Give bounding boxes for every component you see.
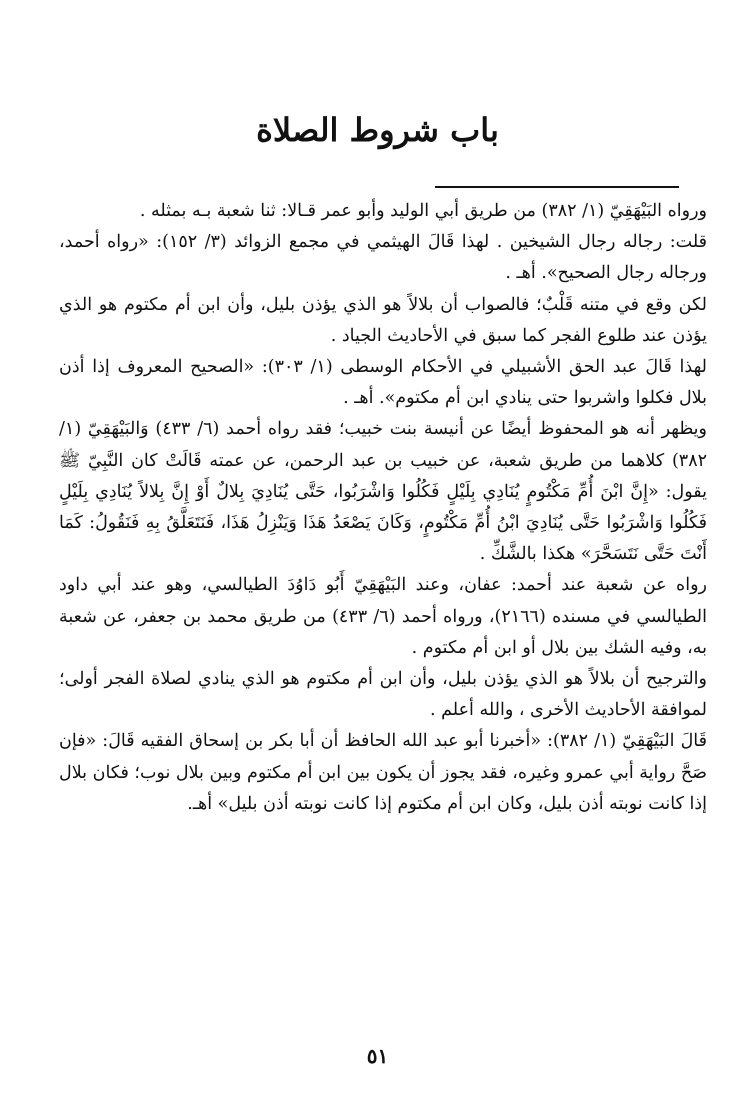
paragraph-8: قَالَ البَيْهَقِيّ (١/ ٣٨٢): «أخبرنا أبو عبد الله الحافظ أن أبا بكر بن إسحاق الفقيه قَالَ: «فإن صَحَّ رواية أبي عمرو وغيره، فقد يجوز أن يكون بين ابن أم مكتوم وبين بلال نوب؛ فكان بلال إذا كانت نوبته أذن بليل، وكان ابن أم مكتوم إذا كانت نوبته أذن بليل» أهـ. (59, 731, 707, 814)
paragraph-1: ورواه البَيْهَقِيّ (١/ ٣٨٢) من طريق أبي الوليد وأبو عمر قـالا: ثنا شعبة بـه بمثله . (139, 201, 707, 221)
paragraph-3: لكن وقع في متنه قَلْبٌ؛ فالصواب أن بلالاً هو الذي يؤذن بليل، وأن ابن أم مكتوم هو الذي يؤذن عند طلوع الفجر كما سبق في الأحاديث الجياد . (59, 294, 707, 346)
paragraph-2: قلت: رجاله رجال الشيخين . لهذا قَالَ الهيثمي في مجمع الزوائد (٣/ ١٥٢): «رواه أحمد، ورجاله رجال الصحيح». أهـ . (59, 232, 707, 284)
footnote-separator (435, 186, 679, 188)
paragraph-4: لهذا قَالَ عبد الحق الأشبيلي في الأحكام الوسطى (١/ ٣٠٣): «الصحيح المعروف إذا أذن بلال فكلوا واشربوا حتى ينادي ابن أم مكتوم». أهـ . (59, 357, 707, 409)
paragraph-7: والترجيح أن بلالاً هو الذي يؤذن بليل، وأن ابن أم مكتوم هو الذي ينادي لصلاة الفجر أولى؛ لموافقة الأحاديث الأخرى ، والله أعلم . (59, 669, 707, 721)
paragraph-5: ويظهر أنه هو المحفوظ أيضًا عن أنيسة بنت خبيب؛ فقد رواه أحمد (٦/ ٤٣٣) وَالبَيْهَقِيّ (١/ ٣٨٢) كلاهما من طريق شعبة، عن خبيب بن عبد الرحمن، عن عمته قَالَتْ كان النَّبِيّ ﷺ يقول: «إِنَّ ابْنَ أُمِّ مَكْتُومٍ يُنَادِي بِلَيْلٍ فَكُلُوا وَاشْرَبُوا، حَتَّى يُنَادِيَ بِلالٌ أَوْ إِنَّ بِلالاً يُنَادِي بِلَيْلٍ فَكُلُوا وَاشْرَبُوا حَتَّى يُنَادِيَ ابْنُ أُمِّ مَكْتُومٍ، وَكَانَ يَصْعَدُ هَذَا وَيَنْزِلُ هَذَا، فَنَتَعَلَّقُ بِهِ فَنَقُولُ: كَمَا أَنْتَ حَتَّى نَتَسَحَّرَ» هكذا بالشَّكِّ . (59, 419, 707, 565)
chapter-title: باب شروط الصلاة (256, 111, 499, 149)
page-body (59, 196, 707, 820)
paragraph-6: رواه عن شعبة عند أحمد: عفان، وعند البَيْهَقِيّ أَبُو دَاوُدَ الطيالسي، وهو عند أبي داود الطيالسي في مسنده (٢١٦٦)، ورواه أحمد (٦/ ٤٣٣) من طريق محمد بن جعفر، عن شعبة به، وفيه الشك بين بلال أو ابن أم مكتوم . (59, 575, 708, 658)
page-number: ٥١ (366, 1044, 389, 1068)
